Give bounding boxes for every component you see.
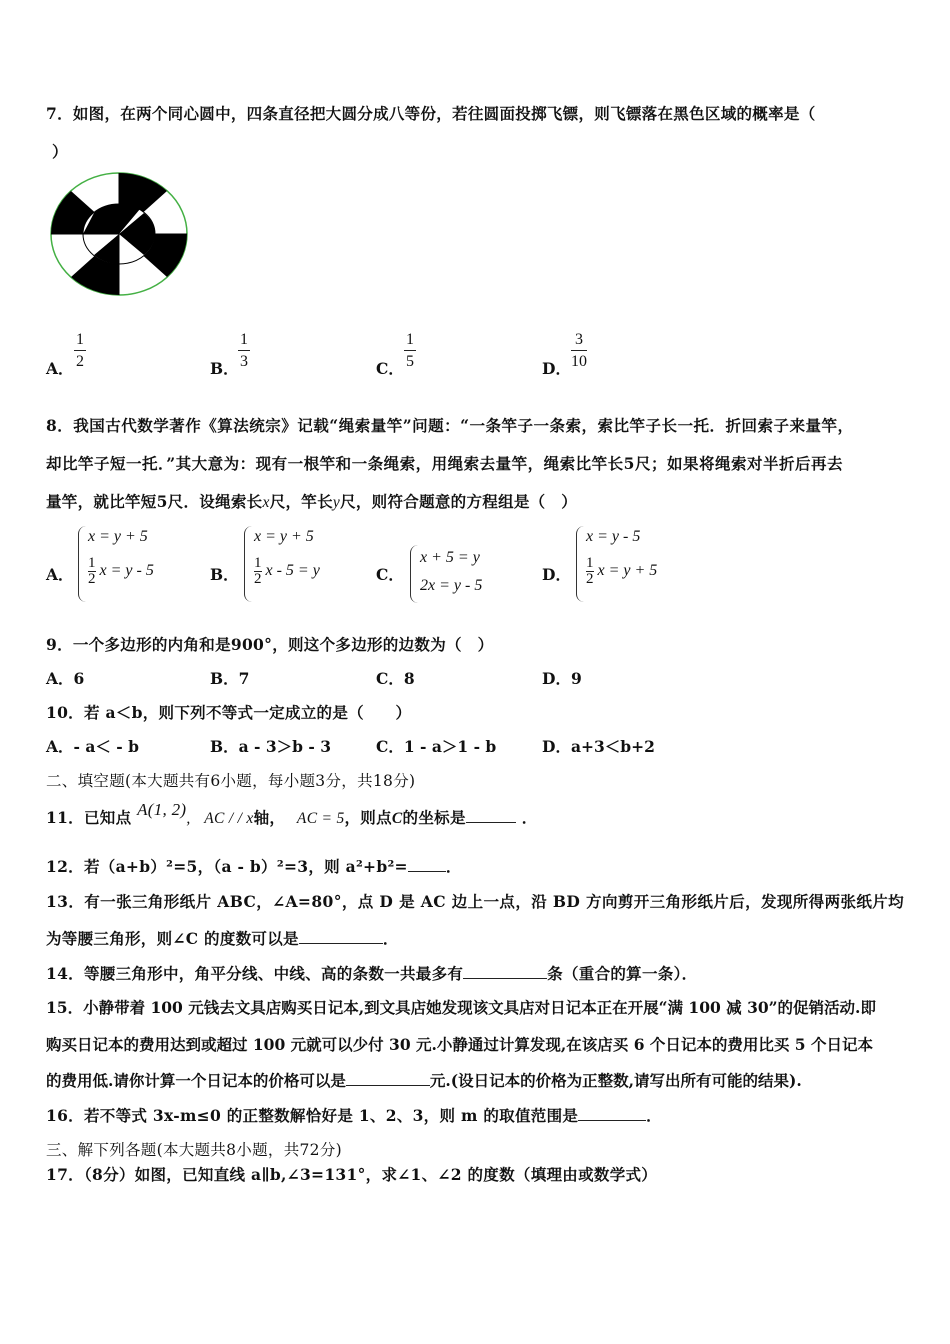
q10-stem: 10．若 a＜b，则下列不等式一定成立的是（ ） [46, 703, 412, 722]
q7-option-d-fraction: $\frac{3}{10}$ [571, 331, 587, 370]
q14-stem: 14．等腰三角形中，角平分线、中线、高的条数一共最多有 条（重合的算一条）． [46, 964, 698, 983]
q16-stem: 16．若不等式 3x-m≤0 的正整数解恰好是 1、2、3，则 m 的取值范围是 ． [46, 1106, 662, 1125]
section-3-heading: 三、解下列各题(本大题共8小题，共72分) [46, 1141, 342, 1159]
q7-option-a-label: A． [46, 359, 74, 378]
q8-option-d-label: D． [542, 565, 571, 584]
q9-option-a: A．6 [46, 669, 85, 688]
q9-option-b: B．7 [210, 669, 250, 688]
section-2-heading: 二、填空题(本大题共有6小题，每小题3分，共18分) [46, 772, 416, 790]
q8-option-d-system: x = y - 5 $\frac{1}{2}$ x = y + 5 [576, 526, 676, 604]
q10-option-a: A．- a＜ - b [46, 737, 139, 756]
q8-option-b-system: x = y + 5 $\frac{1}{2}$ x - 5 = y [244, 526, 344, 604]
q7-option-c-fraction: $\frac{1}{5}$ [406, 331, 414, 370]
q10-option-d: D．a+3＜b+2 [542, 737, 655, 756]
q11-stem: 11．已知点 A(1, 2), AC / / x轴， AC = 5，则点C的坐标是 ． [46, 800, 538, 827]
q8-option-a-system: x = y + 5 $\frac{1}{2}$ x = y - 5 [78, 526, 178, 604]
q8-option-c-system: x + 5 = y 2x = y - 5 [410, 545, 510, 605]
q13-stem-line1: 13．有一张三角形纸片 ABC，∠A=80°，点 D 是 AC 边上一点，沿 BD 方向剪开三角形纸片后，发现所得两张纸片均 [46, 892, 905, 911]
q8-stem-line1: 8．我国古代数学著作《算法统宗》记载“绳索量竿”问题：“一条竿子一条索，索比竿子长一托．折回索子来量竿， [46, 416, 854, 435]
q7-option-a-fraction: $\frac{1}{2}$ [76, 331, 84, 370]
q17-stem: 17．（8分）如图，已知直线 a∥b,∠3=131°，求∠1、∠2 的度数（填理由或数学式） [46, 1165, 658, 1184]
q12-stem: 12．若（a+b）²=5，（a - b）²=3，则 a²+b²= ． [46, 857, 462, 876]
q10-option-c: C．1 - a＞1 - b [376, 737, 497, 756]
q7-option-d-label: D． [542, 359, 571, 378]
q8-option-a-label: A． [46, 565, 74, 584]
q9-option-d: D．9 [542, 669, 582, 688]
q8-stem-line2: 却比竿子短一托．”其大意为：现有一根竿和一条绳索，用绳索去量竿，绳索比竿长5尺；如果将绳索对半折后再去 [46, 454, 843, 473]
q8-option-c-label: C． [376, 565, 404, 584]
q13-stem-line2: 为等腰三角形，则∠C 的度数可以是 ． [46, 929, 399, 948]
q8-stem-line3: 量竿，就比竿短5尺．设绳索长x尺，竿长y尺，则符合题意的方程组是（ ） [46, 492, 578, 511]
q7-stem-close: ） [52, 142, 68, 161]
q9-option-c: C．8 [376, 669, 415, 688]
q7-option-c-label: C． [376, 359, 404, 378]
q10-option-b: B．a - 3＞b - 3 [210, 737, 332, 756]
q8-option-b-label: B． [210, 565, 239, 584]
q7-dartboard-figure [48, 170, 190, 298]
q7-stem: 7．如图，在两个同心圆中，四条直径把大圆分成八等份，若往圆面投掷飞镖，则飞镖落在黑色区域的概率是（ [46, 104, 816, 123]
q9-stem: 9．一个多边形的内角和是900°，则这个多边形的边数为（ ） [46, 635, 494, 654]
q15-stem-line3: 的费用低.请你计算一个日记本的价格可以是 元.(设日记本的价格为正整数,请写出所有可能的结果). [46, 1071, 802, 1090]
q15-stem-line1: 15．小静带着 100 元钱去文具店购买日记本,到文具店她发现该文具店对日记本正在开展“满 100 减 30”的促销活动.即 [46, 998, 876, 1017]
q7-option-b-label: B． [210, 359, 239, 378]
q15-stem-line2: 购买日记本的费用达到或超过 100 元就可以少付 30 元.小静通过计算发现,在该店买 6 个日记本的费用比买 5 个日记本 [46, 1035, 873, 1054]
q7-option-b-fraction: $\frac{1}{3}$ [240, 331, 248, 370]
